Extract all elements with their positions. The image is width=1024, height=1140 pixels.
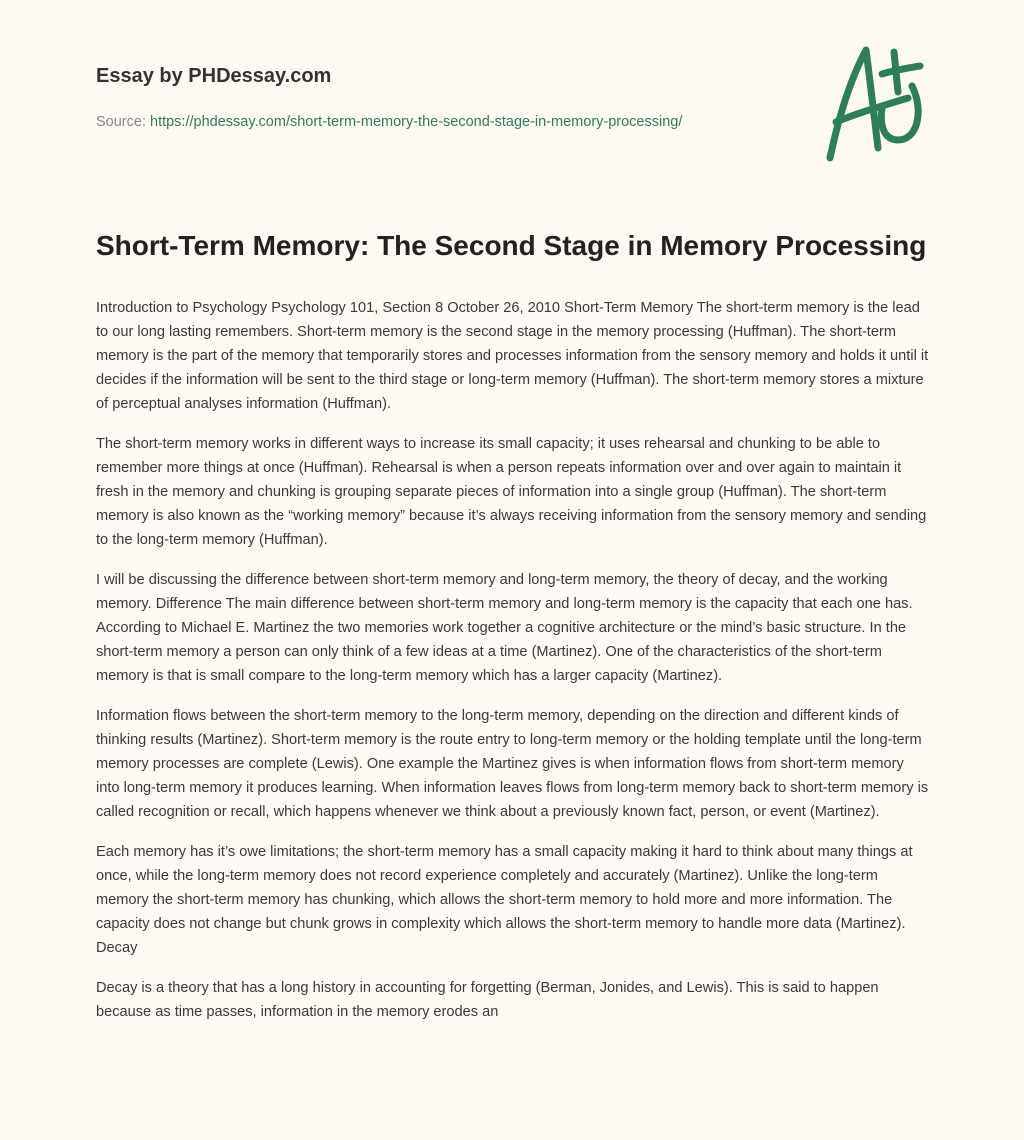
paragraph: Introduction to Psychology Psychology 101, Section 8 October 26, 2010 Short-Term Memory The short-term memory is the lead to our long lasting remembers. Short-term memory is the second stage in the memory processing (Huffman). The short-term memory is the part of the memory that temporarily stores and processes information from the sensory memory and holds it until it decides if the information will be sent to the third stage or long-term memory (Huffman). The short-term memory stores a mixture of perceptual analyses information (Huffman). — [96, 300, 929, 412]
paragraph: Each memory has it’s owe limitations; the short-term memory has a small capacity making it hard to think about many things at once, while the long-term memory does not record experience completely and accurately (Martinez). Unlike the long-term memory the short-term memory has chunking, which allows the short-term memory to hold more and more information. The capacity does not change but chunk grows in complexity which allows the short-term memory to handle more data (Martinez). Decay — [96, 844, 913, 956]
source-line — [96, 110, 796, 134]
a-plus-logo-icon — [820, 40, 930, 165]
article-title: Short-Term Memory: The Second Stage in Memory Processing — [96, 230, 927, 261]
article — [96, 226, 930, 1040]
site-title: Essay by PHDessay.com — [96, 65, 332, 87]
paragraph: The short-term memory works in different ways to increase its small capacity; it uses rehearsal and chunking to be able to remember more things at once (Huffman). Rehearsal is when a person repeats information over and over again to maintain it fresh in the memory and chunking is grouping separate pieces of information into a single group (Huffman). The short-term memory is also known as the “working memory” because it’s always receiving information from the sensory memory and sending to the long-term memory (Huffman). — [96, 436, 927, 548]
source-link[interactable]: https://phdessay.com/short-term-memory-the-second-stage-in-memory-processing/ — [150, 114, 683, 130]
paragraph: Decay is a theory that has a long history in accounting for forgetting (Berman, Jonides, and Lewis). This is said to happen because as time passes, information in the memory erodes an — [96, 980, 879, 1020]
source-label: Source: — [96, 114, 150, 130]
essay-header — [96, 62, 796, 134]
paragraph: Information flows between the short-term memory to the long-term memory, depending on the direction and different kinds of thinking results (Martinez). Short-term memory is the route entry to long-term memory or the holding template until the long-term memory processes are complete (Lewis). One example the Martinez gives is when information flows from short-term memory into long-term memory it produces learning. When information leaves flows from long-term memory back to short-term memory is called recognition or recall, which happens whenever we think about a previously known fact, person, or event (Martinez). — [96, 708, 929, 820]
paragraph: I will be discussing the difference between short-term memory and long-term memory, the theory of decay, and the working memory. Difference The main difference between short-term memory and long-term memory is the capacity that each one has. According to Michael E. Martinez the two memories work together a cognitive architecture or the mind’s basic structure. In the short-term memory a person can only think of a few ideas at a time (Martinez). One of the characteristics of the short-term memory is that is small compare to the long-term memory which has a larger capacity (Martinez). — [96, 572, 913, 684]
